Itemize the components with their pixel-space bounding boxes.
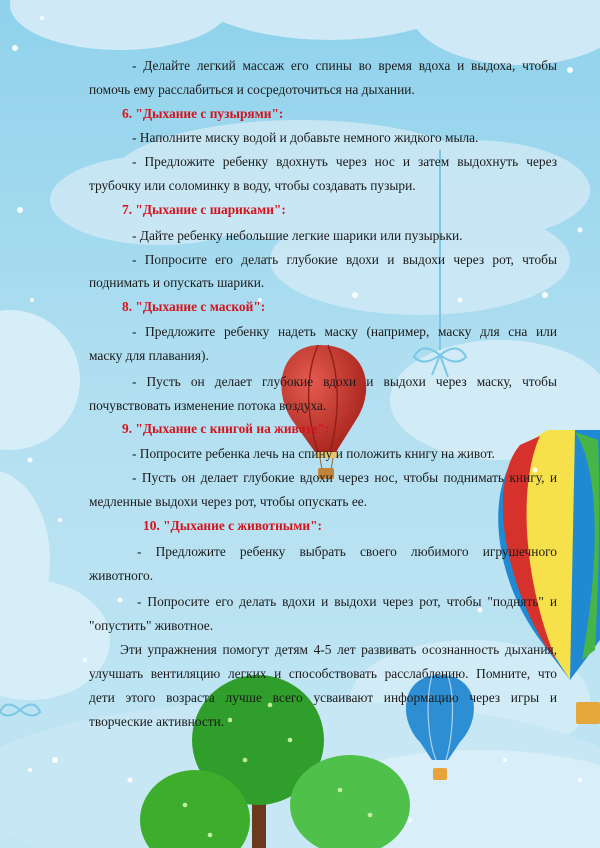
paragraph-line: помочь ему расслабиться и сосредоточиться на дыхании. <box>89 82 415 97</box>
paragraph-line: - Предложите ребенку вдохнуть через нос и затем выдохнуть через <box>132 154 557 169</box>
section-heading-7: 7. "Дыхание с шариками": <box>122 202 286 217</box>
paragraph-line: творческие активности. <box>89 714 225 729</box>
paragraph-line: трубочку или соломинку в воду, чтобы создавать пузыри. <box>89 178 416 193</box>
paragraph-line: - Попросите его делать глубокие вдохи и выдохи через рот, чтобы <box>132 252 557 267</box>
paragraph-line: - Наполните миску водой и добавьте немного жидкого мыла. <box>132 130 479 145</box>
section-heading-9: 9. "Дыхание с книгой на животе": <box>122 421 330 436</box>
paragraph-line: маску для плавания). <box>89 348 209 363</box>
paragraph-line: медленные выдохи через рот, чтобы опускать ее. <box>89 494 368 509</box>
paragraph-line: - Попросите его делать вдохи и выдохи через рот, чтобы "поднять" и <box>137 594 557 609</box>
paragraph-line: - Пусть он делает глубокие вдохи и выдохи через маску, чтобы <box>132 374 557 389</box>
paragraph-line: дети этого возраста лучше всего усваивают информацию через игры и <box>89 690 557 705</box>
paragraph-line: - Делайте легкий массаж его спины во время вдоха и выдоха, чтобы <box>132 58 557 73</box>
section-heading-8: 8. "Дыхание с маской": <box>122 299 266 314</box>
paragraph-line: - Предложите ребенку надеть маску (например, маску для сна или <box>132 324 557 339</box>
paragraph-line: - Попросите ребенка лечь на спину и положить книгу на живот. <box>132 446 495 461</box>
section-heading-6: 6. "Дыхание с пузырями": <box>122 106 284 121</box>
paragraph-line: "опустить" животное. <box>89 618 214 633</box>
paragraph-line: поднимать и опускать шарики. <box>89 275 265 290</box>
section-heading-10: 10. "Дыхание с животными": <box>143 518 322 533</box>
paragraph-line: - Предложите ребенку выбрать своего любимого игрушечного <box>137 544 557 559</box>
paragraph-line: - Дайте ребенку небольшие легкие шарики или пузырьки. <box>132 228 463 243</box>
paragraph-line: Эти упражнения помогут детям 4-5 лет развивать осознанность дыхания, <box>120 642 557 657</box>
paragraph-line: улучшать вентиляцию легких и способствовать расслаблению. Помните, что <box>89 666 557 681</box>
paragraph-line: - Пусть он делает глубокие вдохи через нос, чтобы поднимать книгу, и <box>132 470 557 485</box>
paragraph-line: почувствовать изменение потока воздуха. <box>89 398 327 413</box>
paragraph-line: животного. <box>89 568 154 583</box>
